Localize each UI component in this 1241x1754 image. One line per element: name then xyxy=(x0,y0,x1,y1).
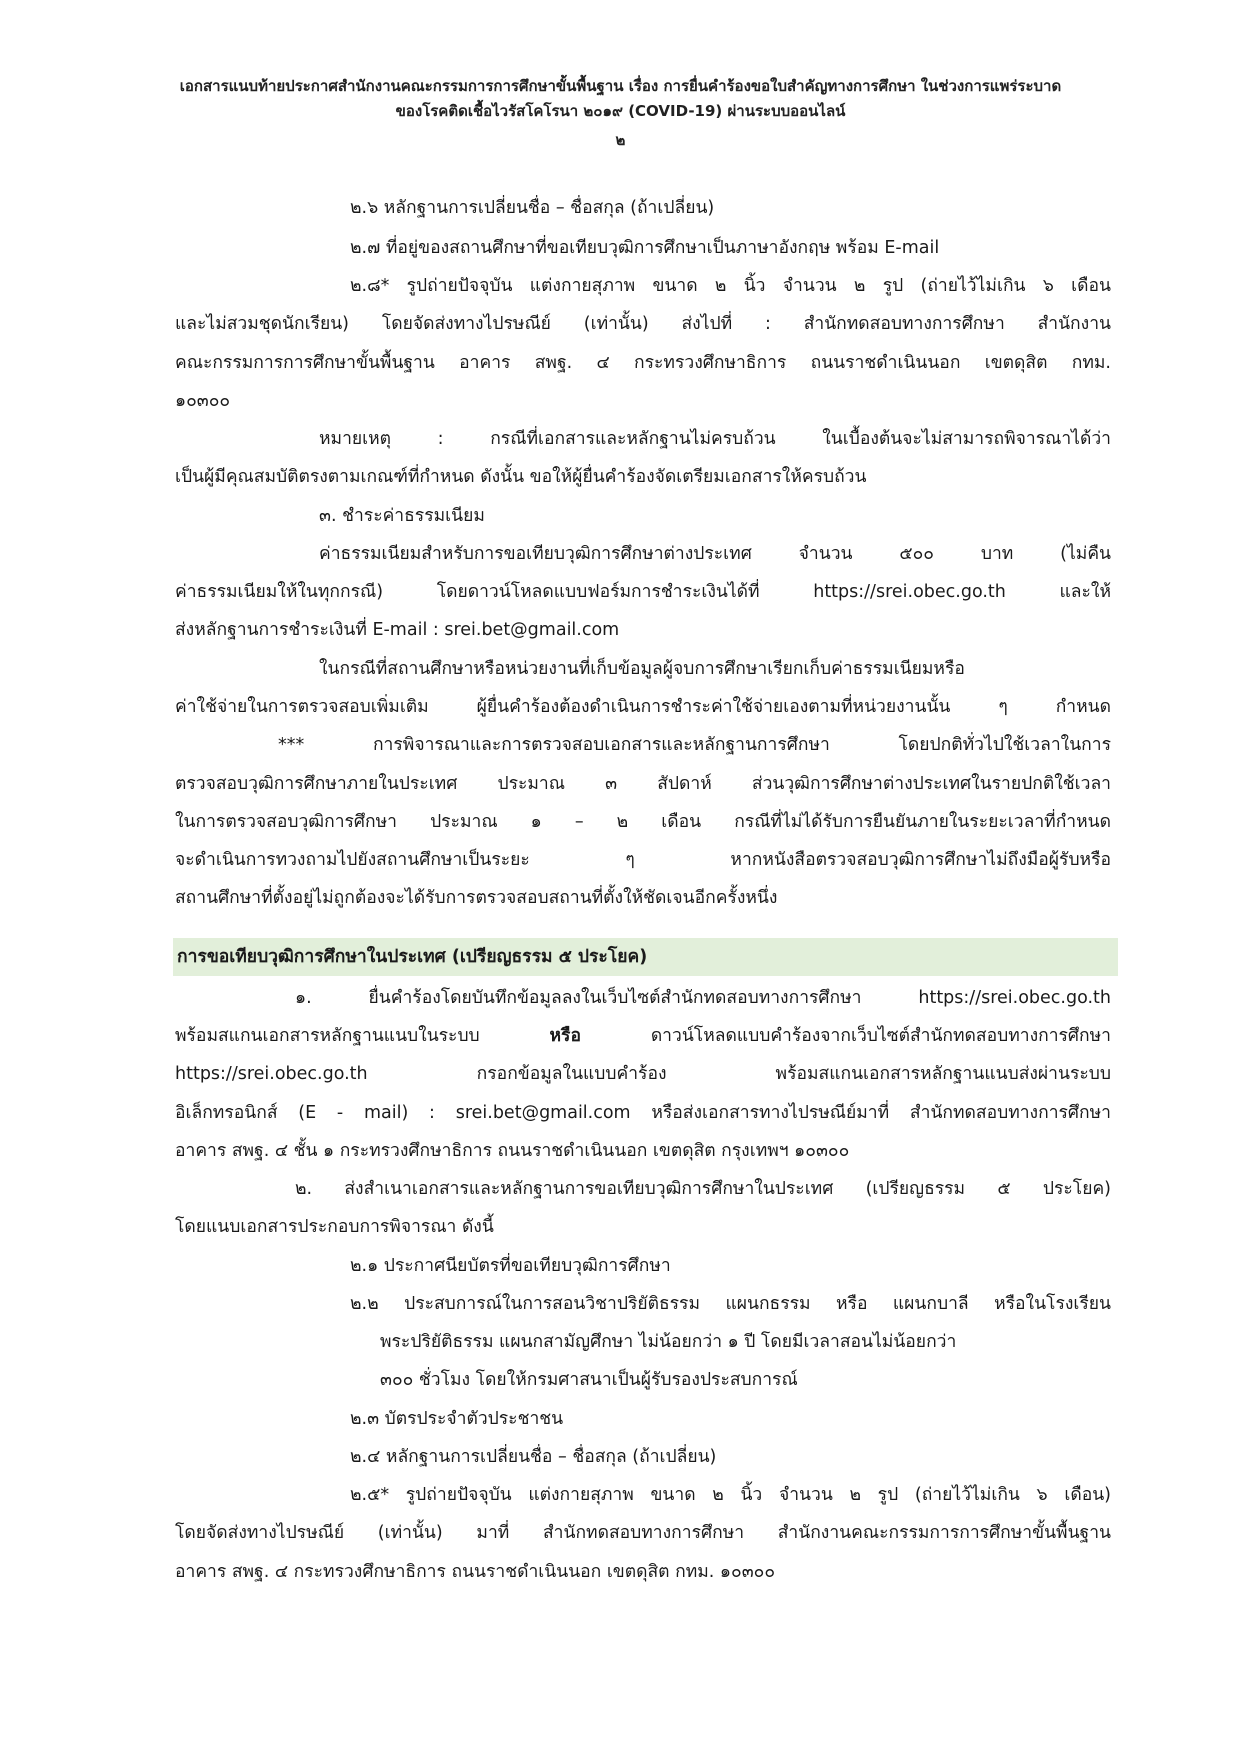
step-1-line-5: อาคาร สพฐ. ๔ ชั้น ๑ กระทรวงศึกษาธิการ ถนนราชดำเนินนอก เขตดุสิต กรุงเทพฯ ๑๐๓๐๐ xyxy=(175,1141,850,1161)
step-2-line-2: โดยแนบเอกสารประกอบการพิจารณา ดังนี้ xyxy=(175,1217,494,1237)
item-2-5-line-1: ๒.๕* รูปถ่ายปัจจุบัน แต่งกายสุภาพ ขนาด ๒ นิ้ว จำนวน ๒ รูป (ถ่ายไว้ไม่เกิน ๖ เดือน) xyxy=(350,1485,1111,1505)
item-2-2-line-3: ๓๐๐ ชั่วโมง โดยให้กรมศาสนาเป็นผู้รับรองประสบการณ์ xyxy=(380,1370,798,1390)
star-note-line-3: ในการตรวจสอบวุฒิการศึกษา ประมาณ ๑ – ๒ เดือน กรณีที่ไม่ได้รับการยืนยันภายในระยะเวลาที่กำหนด xyxy=(175,812,1111,832)
section-heading: การขอเทียบวุฒิการศึกษาในประเทศ (เปรียญธรรม ๕ ประโยค) xyxy=(177,947,648,967)
item-2-7: ๒.๗ ที่อยู่ของสถานศึกษาที่ขอเทียบวุฒิการศึกษาเป็นภาษาอังกฤษ พร้อม E-mail xyxy=(350,238,940,258)
step-2-line-1: ๒. ส่งสำเนาเอกสารและหลักฐานการขอเทียบวุฒิการศึกษาในประเทศ (เปรียญธรรม ๕ ประโยค) xyxy=(295,1179,1111,1199)
page-number: ๒ xyxy=(615,131,626,149)
step-1-line-3: https://srei.obec.go.th กรอกข้อมูลในแบบคำร้อง พร้อมสแกนเอกสารหลักฐานแนบส่งผ่านระบบ xyxy=(175,1064,1111,1084)
or-emphasis: หรือ xyxy=(549,1026,581,1046)
step-1-line-1: ๑. ยื่นคำร้องโดยบันทึกข้อมูลลงในเว็บไซต์สำนักทดสอบทางการศึกษา https://srei.obec.go.th xyxy=(295,988,1111,1008)
fee-line-1: ค่าธรรมเนียมสำหรับการขอเทียบวุฒิการศึกษาต่างประเทศ จำนวน ๕๐๐ บาท (ไม่คืน xyxy=(319,544,1111,564)
item-2-2-line-1: ๒.๒ ประสบการณ์ในการสอนวิชาปริยัติธรรม แผนกธรรม หรือ แผนกบาลี หรือในโรงเรียน xyxy=(350,1294,1111,1314)
item-3-heading: ๓. ชำระค่าธรรมเนียม xyxy=(319,506,485,526)
step-1-line-2c: ดาวน์โหลดแบบคำร้องจากเว็บไซต์สำนักทดสอบทางการศึกษา xyxy=(580,1026,1111,1046)
star-note-line-4: จะดำเนินการทวงถามไปยังสถานศึกษาเป็นระยะ ๆ หากหนังสือตรวจสอบวุฒิการศึกษาไม่ถึงมือผู้รับหรือ xyxy=(175,850,1111,870)
item-2-8-line-2: และไม่สวมชุดนักเรียน) โดยจัดส่งทางไปรษณีย์ (เท่านั้น) ส่งไปที่ : สำนักทดสอบทางการศึกษา สำนักงาน xyxy=(175,314,1111,334)
section-heading-band xyxy=(173,938,1118,976)
item-2-8-line-1: ๒.๘* รูปถ่ายปัจจุบัน แต่งกายสุภาพ ขนาด ๒ นิ้ว จำนวน ๒ รูป (ถ่ายไว้ไม่เกิน ๖ เดือน xyxy=(350,276,1111,296)
item-2-3: ๒.๓ บัตรประจำตัวประชาชน xyxy=(350,1409,564,1429)
extra-fee-line-2: ค่าใช้จ่ายในการตรวจสอบเพิ่มเติม ผู้ยื่นคำร้องต้องดำเนินการชำระค่าใช้จ่ายเองตามที่หน่วยงานนั้น ๆ กำหนด xyxy=(175,697,1111,717)
item-2-2-line-2: พระปริยัติธรรม แผนกสามัญศึกษา ไม่น้อยกว่า ๑ ปี โดยมีเวลาสอนไม่น้อยกว่า xyxy=(380,1332,957,1352)
note-line-1: หมายเหตุ : กรณีที่เอกสารและหลักฐานไม่ครบถ้วน ในเบื้องต้นจะไม่สามารถพิจารณาได้ว่า xyxy=(319,429,1111,449)
star-note-line-5: สถานศึกษาที่ตั้งอยู่ไม่ถูกต้องจะได้รับการตรวจสอบสถานที่ตั้งให้ชัดเจนอีกครั้งหนึ่ง xyxy=(175,888,778,908)
fee-line-3: ส่งหลักฐานการชำระเงินที่ E-mail : srei.bet@gmail.com xyxy=(175,620,620,640)
star-note-line-1: *** การพิจารณาและการตรวจสอบเอกสารและหลักฐานการศึกษา โดยปกติทั่วไปใช้เวลาในการ xyxy=(278,735,1111,755)
extra-fee-line-1: ในกรณีที่สถานศึกษาหรือหน่วยงานที่เก็บข้อมูลผู้จบการศึกษาเรียกเก็บค่าธรรมเนียมหรือ xyxy=(319,659,965,679)
item-2-8-line-3: คณะกรรมการการศึกษาขั้นพื้นฐาน อาคาร สพฐ. ๔ กระทรวงศึกษาธิการ ถนนราชดำเนินนอก เขตดุสิต กทม. xyxy=(175,353,1111,373)
step-1-line-2a: พร้อมสแกนเอกสารหลักฐานแนบในระบบ xyxy=(175,1026,550,1046)
item-2-1: ๒.๑ ประกาศนียบัตรที่ขอเทียบวุฒิการศึกษา xyxy=(350,1256,671,1276)
item-2-5-line-2: โดยจัดส่งทางไปรษณีย์ (เท่านั้น) มาที่ สำนักทดสอบทางการศึกษา สำนักงานคณะกรรมการการศึกษาขั้นพื้นฐาน xyxy=(175,1523,1111,1543)
step-1-line-4: อิเล็กทรอนิกส์ (E - mail) : srei.bet@gmail.com หรือส่งเอกสารทางไปรษณีย์มาที่ สำนักทดสอบทางการศึกษา xyxy=(175,1103,1111,1123)
header-line-1: เอกสารแนบท้ายประกาศสำนักงานคณะกรรมการการศึกษาขั้นพื้นฐาน เรื่อง การยื่นคำร้องขอใบสำคัญทางการศึกษา ในช่วงการแพร่ระบาด xyxy=(179,77,1062,95)
item-2-5-line-3: อาคาร สพฐ. ๔ กระทรวงศึกษาธิการ ถนนราชดำเนินนอก เขตดุสิต กทม. ๑๐๓๐๐ xyxy=(175,1562,776,1582)
header-line-2: ของโรคติดเชื้อไวรัสโคโรนา ๒๐๑๙ (COVID-19) ผ่านระบบออนไลน์ xyxy=(395,102,846,120)
item-2-8-line-4: ๑๐๓๐๐ xyxy=(175,391,231,411)
fee-line-2: ค่าธรรมเนียมให้ในทุกกรณี) โดยดาวน์โหลดแบบฟอร์มการชำระเงินได้ที่ https://srei.obec.go.th และให้ xyxy=(175,582,1111,602)
step-1-line-2 xyxy=(175,1021,1111,1051)
note-line-2: เป็นผู้มีคุณสมบัติตรงตามเกณฑ์ที่กำหนด ดังนั้น ขอให้ผู้ยื่นคำร้องจัดเตรียมเอกสารให้ครบถ้วน xyxy=(175,467,867,487)
item-2-4: ๒.๔ หลักฐานการเปลี่ยนชื่อ – ชื่อสกุล (ถ้าเปลี่ยน) xyxy=(350,1447,717,1467)
star-note-line-2: ตรวจสอบวุฒิการศึกษาภายในประเทศ ประมาณ ๓ สัปดาห์ ส่วนวุฒิการศึกษาต่างประเทศในรายปกติใช้เวลา xyxy=(175,774,1111,794)
item-2-6: ๒.๖ หลักฐานการเปลี่ยนชื่อ – ชื่อสกุล (ถ้าเปลี่ยน) xyxy=(350,198,715,218)
